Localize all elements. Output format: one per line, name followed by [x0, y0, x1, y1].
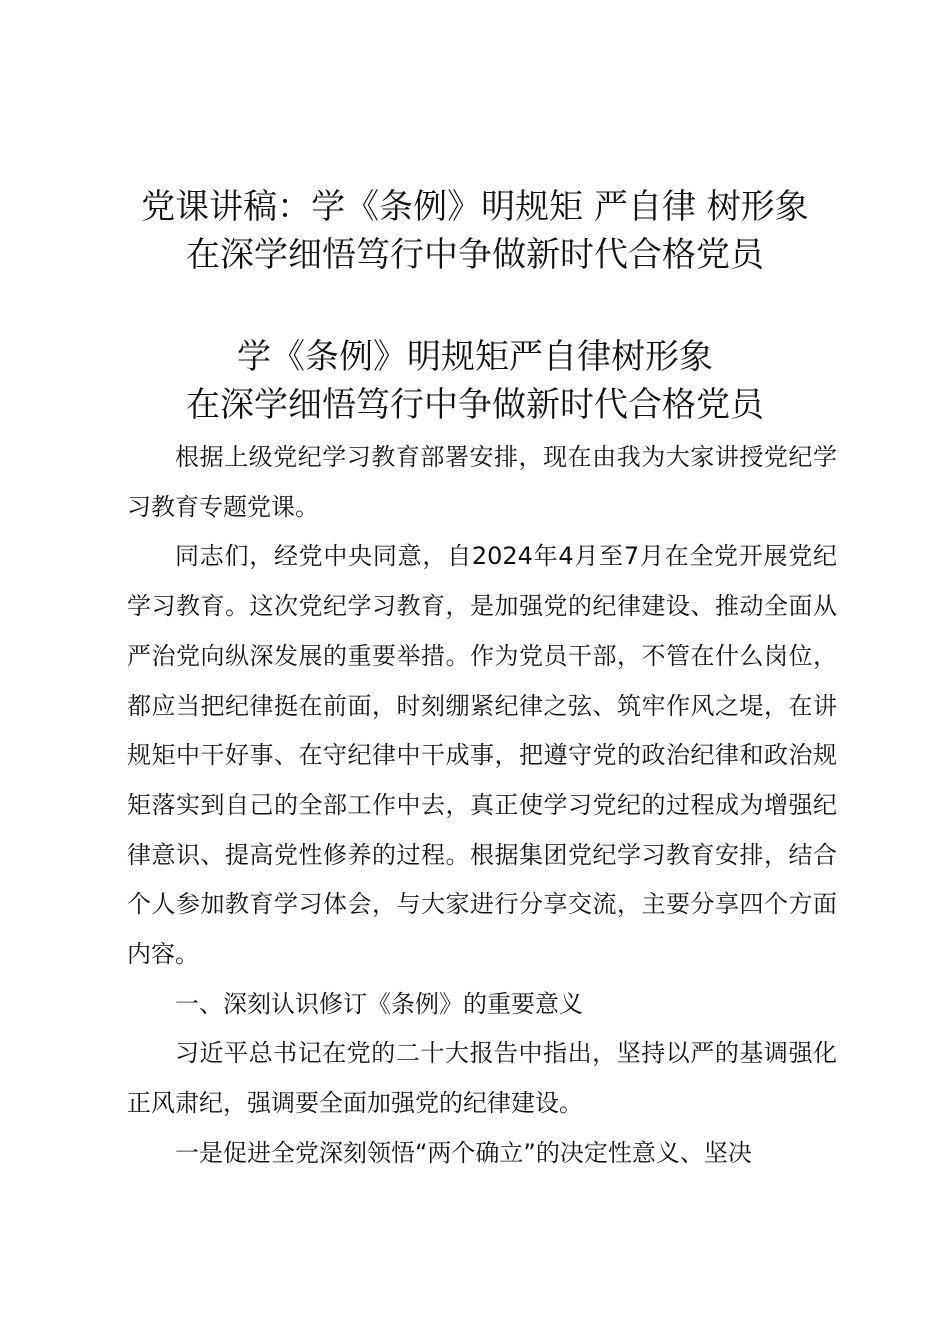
document-subtitle — [0, 333, 950, 429]
document-title — [0, 183, 950, 279]
paragraph-intro: 根据上级党纪学习教育部署安排，现在由我为大家讲授党纪学习教育专题党课。 — [127, 443, 837, 521]
title-line-2: 在深学细悟笃行中争做新时代合格党员 — [186, 235, 764, 275]
section-heading-1: 一、深刻认识修订《条例》的重要意义 — [175, 989, 583, 1018]
paragraph-section-1: 习近平总书记在党的二十大报告中指出，坚持以严的基调强化正风肃纪，强调要全面加强党的纪律建设。 — [127, 1039, 837, 1118]
subtitle-line-1: 学《条例》明规矩严自律树形象 — [237, 337, 713, 377]
paragraph-point-1: 一是促进全党深刻领悟“两个确立”的决定性意义、坚决 — [175, 1138, 752, 1167]
document-body — [127, 433, 837, 1179]
title-line-1: 党课讲稿：学《条例》明规矩 严自律 树形象 — [141, 187, 809, 227]
paragraph-background: 同志们，经党中央同意，自2024年4月至7月在全党开展党纪学习教育。这次党纪学习教育，是加强党的纪律建设、推动全面从严治党向纵深发展的重要举措。作为党员干部，不管在什么岗位，都应当把纪律挺在前面，时刻绷紧纪律之弦、筑牢作风之堤，在讲规矩中干好事、在守纪律中干成事，把遵守党的政治纪律和政治规矩落实到自己的全部工作中去，真正使学习党纪的过程成为增强纪律意识、提高党性修养的过程。根据集团党纪学习教育安排，结合个人参加教育学习体会，与大家进行分享交流，主要分享四个方面内容。 — [127, 542, 837, 969]
subtitle-line-2: 在深学细悟笃行中争做新时代合格党员 — [186, 385, 764, 425]
